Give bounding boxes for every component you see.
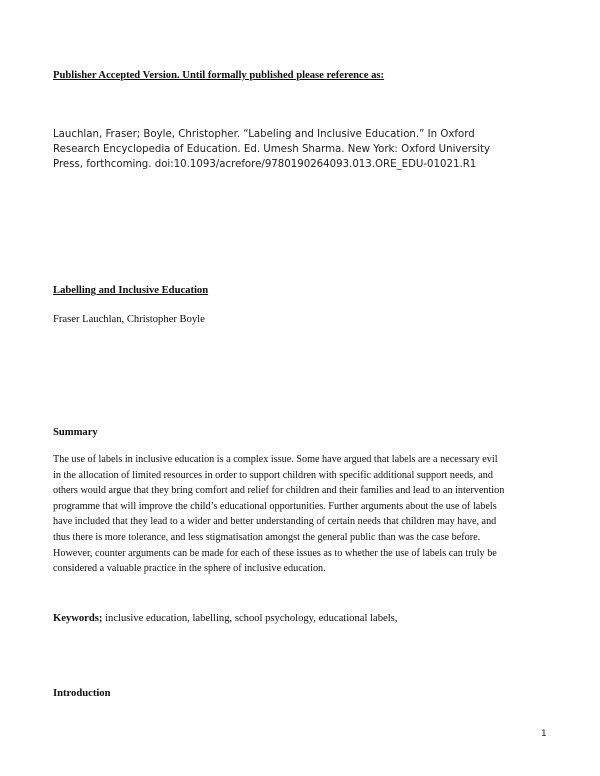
summary-line: The use of labels in inclusive education is a complex issue. Some have argued that labels are a necessary evil — [53, 454, 498, 465]
summary-line: However, counter arguments can be made for each of these issues as to whether the use of labels can truly be — [53, 547, 497, 559]
keywords-line — [53, 613, 397, 624]
summary-line: considered a valuable practice in the sphere of inclusive education. — [53, 563, 326, 575]
keywords-text: inclusive education, labelling, school psychology, educational labels, — [102, 613, 398, 624]
summary-line: in the allocation of limited resources in order to support children with specific additional support needs, and — [53, 469, 493, 481]
citation-line: Press, forthcoming. doi:10.1093/acrefore/9780190264093.013.ORE_EDU-01021.R1 — [53, 159, 477, 171]
article-title: Labelling and Inclusive Education — [53, 285, 209, 296]
citation-line: Research Encyclopedia of Education. Ed. Umesh Sharma. New York: Oxford University — [53, 144, 491, 156]
article-authors: Fraser Lauchlan, Christopher Boyle — [53, 314, 205, 325]
page-number: 1 — [541, 729, 547, 739]
summary-line: have included that they lead to a wider and better understanding of certain needs that children may have, and — [53, 516, 497, 528]
summary-line: thus there is more tolerance, and less stigmatisation amongst the general public than was the case before. — [53, 531, 481, 543]
introduction-heading: Introduction — [53, 688, 111, 699]
citation-line: Lauchlan, Fraser; Boyle, Christopher. “Labeling and Inclusive Education.” In Oxford — [53, 129, 475, 140]
summary-line: others would argue that they bring comfort and relief for children and their families and lead to an intervention — [53, 485, 505, 497]
keywords-label: Keywords; — [53, 613, 103, 624]
summary-heading: Summary — [53, 427, 98, 438]
summary-line: programme that will improve the child’s educational opportunities. Further arguments about the use of labels — [53, 500, 497, 512]
citation-block — [53, 127, 573, 173]
publisher-notice: Publisher Accepted Version. Until formally published please reference as: — [53, 70, 385, 81]
summary-paragraph — [53, 452, 573, 577]
